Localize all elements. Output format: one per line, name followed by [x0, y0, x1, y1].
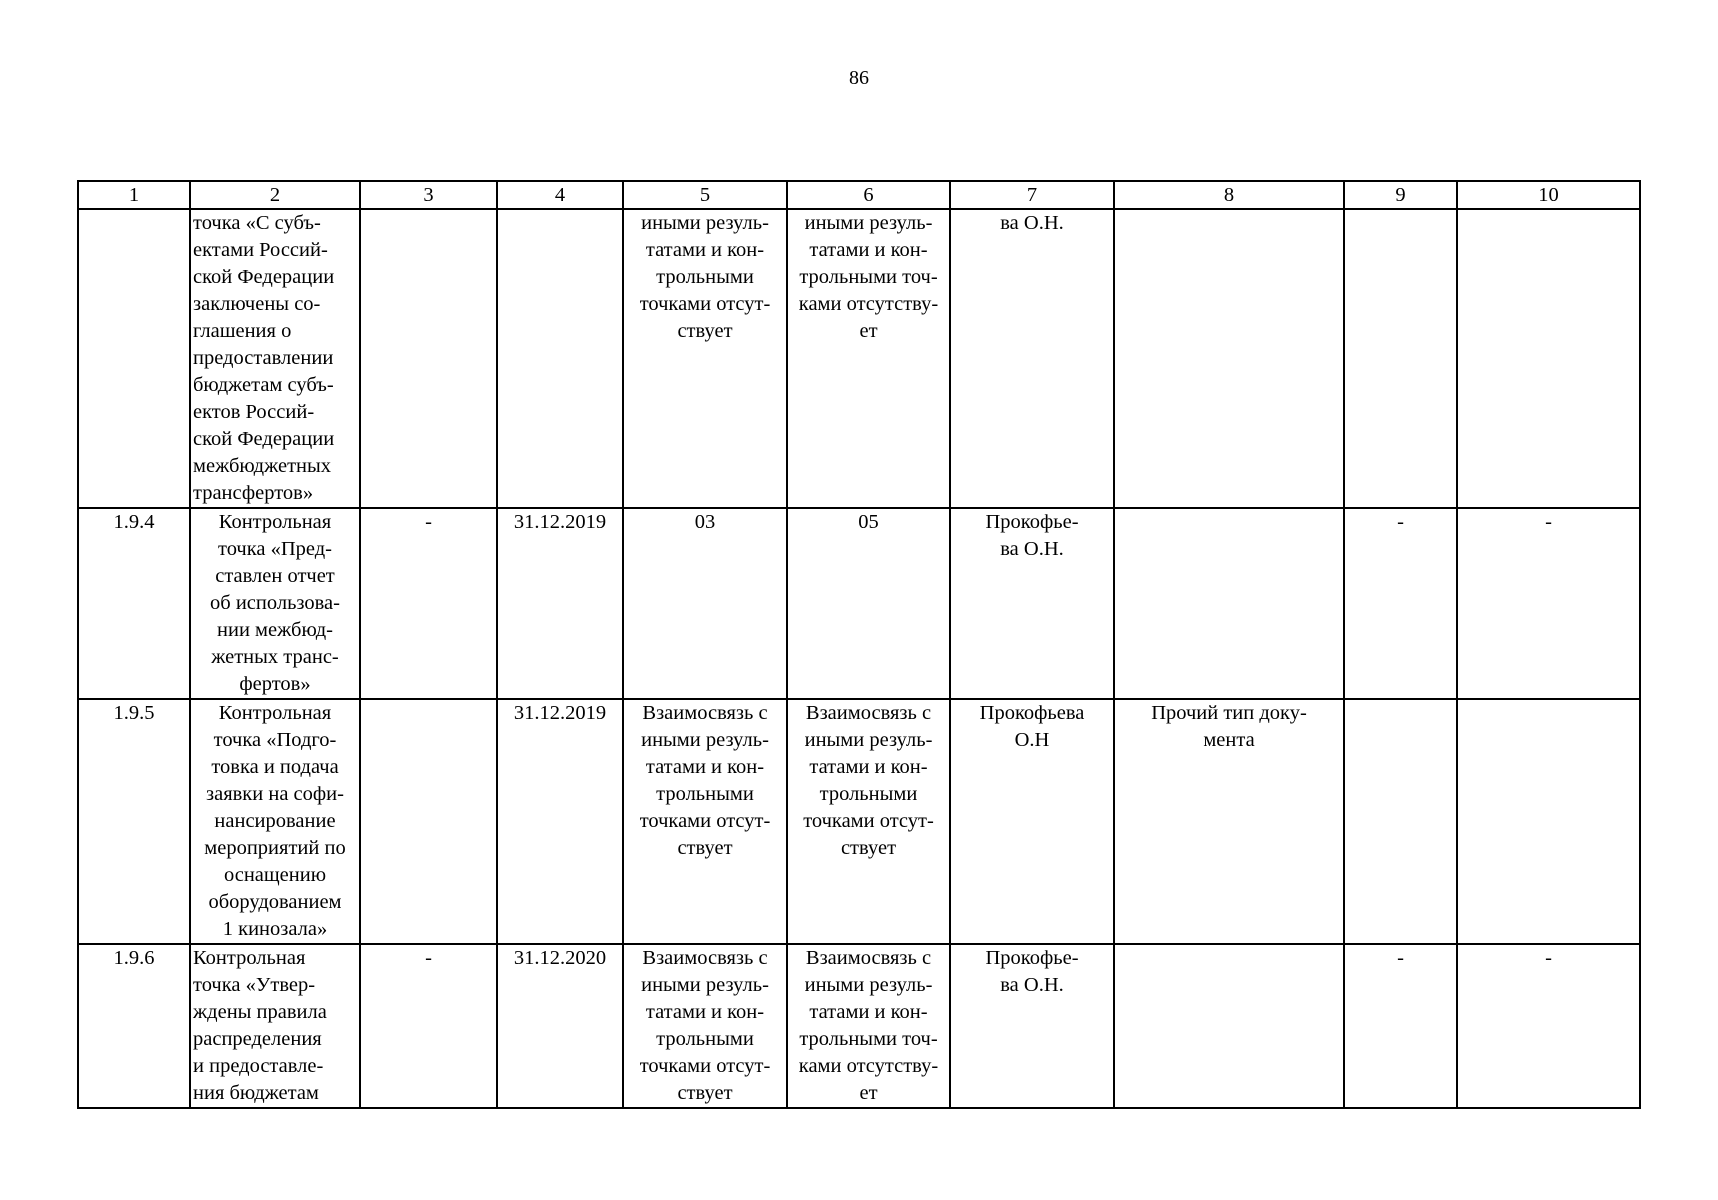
date-cell — [497, 209, 623, 508]
responsible-cell: Прокофье- ва О.Н. — [950, 508, 1114, 699]
column-header: 1 — [78, 181, 190, 209]
cell-col-6: иными резуль- татами и кон- трольными точ- ками отсутству- ет — [787, 209, 950, 508]
column-header: 9 — [1344, 181, 1457, 209]
cell-col-5: Взаимосвязь с иными резуль- татами и кон- трольными точками отсут- ствует — [623, 699, 787, 944]
document-type-cell — [1114, 944, 1344, 1108]
item-number-cell — [78, 209, 190, 508]
responsible-cell: Прокофье- ва О.Н. — [950, 944, 1114, 1108]
responsible-cell: ва О.Н. — [950, 209, 1114, 508]
cell-col-5: 03 — [623, 508, 787, 699]
date-cell: 31.12.2019 — [497, 699, 623, 944]
item-name-cell: точка «С субъ- ектами Россий- ской Федерации заключены со- глашения о предоставлении бюджетам субъ- ектов Россий- ской Федерации межбюджетных трансфертов» — [190, 209, 360, 508]
cell-col-10 — [1457, 209, 1640, 508]
page-number: 86 — [849, 67, 869, 89]
table-row — [78, 209, 1640, 508]
table-row — [78, 944, 1640, 1108]
document-type-cell: Прочий тип доку- мента — [1114, 699, 1344, 944]
cell-col-6: Взаимосвязь с иными резуль- татами и кон- трольными точ- ками отсутству- ет — [787, 944, 950, 1108]
cell-col-3 — [360, 699, 497, 944]
date-cell: 31.12.2019 — [497, 508, 623, 699]
cell-col-9: - — [1344, 944, 1457, 1108]
cell-col-3: - — [360, 944, 497, 1108]
column-header: 10 — [1457, 181, 1640, 209]
cell-col-9: - — [1344, 508, 1457, 699]
document-type-cell — [1114, 209, 1344, 508]
cell-col-3: - — [360, 508, 497, 699]
cell-col-5: Взаимосвязь с иными резуль- татами и кон- трольными точками отсут- ствует — [623, 944, 787, 1108]
column-header: 4 — [497, 181, 623, 209]
cell-col-5: иными резуль- татами и кон- трольными точками отсут- ствует — [623, 209, 787, 508]
cell-col-10: - — [1457, 944, 1640, 1108]
cell-col-10 — [1457, 699, 1640, 944]
column-header: 3 — [360, 181, 497, 209]
item-number-cell: 1.9.5 — [78, 699, 190, 944]
column-header: 6 — [787, 181, 950, 209]
item-name-cell: Контрольная точка «Пред- ставлен отчет об использова- нии межбюд- жетных транс- фертов» — [190, 508, 360, 699]
date-cell: 31.12.2020 — [497, 944, 623, 1108]
column-header: 7 — [950, 181, 1114, 209]
cell-col-3 — [360, 209, 497, 508]
column-header: 2 — [190, 181, 360, 209]
cell-col-6: Взаимосвязь с иными резуль- татами и кон- трольными точками отсут- ствует — [787, 699, 950, 944]
cell-col-6: 05 — [787, 508, 950, 699]
responsible-cell: Прокофьева О.Н — [950, 699, 1114, 944]
cell-col-9 — [1344, 699, 1457, 944]
item-number-cell: 1.9.4 — [78, 508, 190, 699]
table-row — [78, 508, 1640, 699]
cell-col-9 — [1344, 209, 1457, 508]
item-number-cell: 1.9.6 — [78, 944, 190, 1108]
document-type-cell — [1114, 508, 1344, 699]
column-header: 8 — [1114, 181, 1344, 209]
item-name-cell: Контрольная точка «Подго- товка и подача заявки на софи- нансирование мероприятий по оснащению оборудованием 1 кинозала» — [190, 699, 360, 944]
item-name-cell: Контрольная точка «Утвер- ждены правила распределения и предоставле- ния бюджетам — [190, 944, 360, 1108]
column-header: 5 — [623, 181, 787, 209]
column-number-header-row — [78, 181, 1640, 209]
table-row — [78, 699, 1640, 944]
control-points-table — [77, 180, 1641, 1109]
cell-col-10: - — [1457, 508, 1640, 699]
